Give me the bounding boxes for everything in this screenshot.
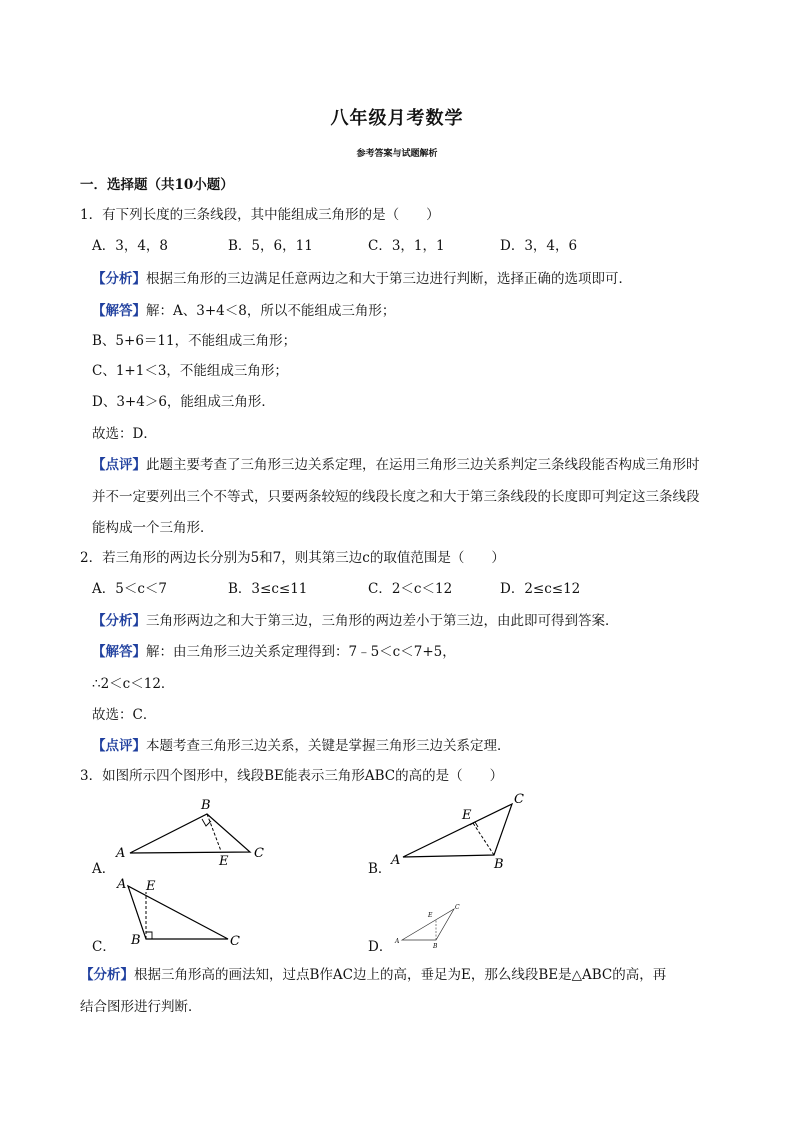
q2-comment [92, 737, 511, 755]
comment-text: 本题考查三角形三边关系，关键是掌握三角形三边关系定理． [146, 738, 511, 754]
q1-comment-line-3: 能构成一个三角形． [92, 520, 214, 536]
q2-option-d: D．2≤c≤12 [500, 581, 581, 597]
comment-tag: 【点评】 [92, 738, 146, 754]
q2-answer-line-2: ∴2＜c＜12． [92, 676, 175, 692]
q1-comment-line-1 [92, 456, 700, 474]
q2-analysis [92, 612, 619, 630]
point-e-label: E [219, 854, 229, 869]
q2-stem: 2．若三角形的两边长分别为5和7，则其第三边c的取值范围是（ ） [80, 550, 505, 566]
q2-option-a: A．5＜c＜7 [92, 581, 167, 597]
section-heading: 一．选择题（共10小题） [80, 177, 234, 193]
q2-answer-line-1 [92, 643, 456, 661]
answer-text: 解：A、3+4＜8，所以不能组成三角形； [146, 303, 396, 319]
q1-option-d: D．3，4，6 [500, 238, 578, 254]
q1-option-a: A．3，4，8 [92, 238, 169, 254]
point-b-label: B [131, 933, 141, 948]
figure-c-label: C． [92, 939, 116, 955]
answer-tag: 【解答】 [92, 303, 146, 319]
q1-comment-line-2: 并不一定要列出三个不等式，只要两条较短的线段长度之和大于第三条线段的长度即可判定这三条线段 [92, 489, 700, 505]
q3-analysis-line-1 [80, 966, 666, 984]
figure-b [388, 788, 538, 870]
q1-answer-line-1 [92, 302, 395, 320]
point-c-label: C [514, 792, 524, 807]
page-title: 八年级月考数学 [330, 108, 464, 129]
analysis-tag: 【分析】 [92, 271, 146, 287]
point-e-label: E [428, 912, 433, 919]
q3-analysis-line-2: 结合图形进行判断． [80, 999, 202, 1015]
right-angle-mark-c [146, 932, 152, 939]
analysis-text: 根据三角形高的画法知，过点B作AC边上的高，垂足为E，那么线段BE是△ABC的高，再 [134, 967, 667, 983]
analysis-tag: 【分析】 [92, 613, 146, 629]
q1-analysis [92, 270, 632, 288]
comment-tag: 【点评】 [92, 457, 146, 473]
figure-b-label: B． [368, 861, 392, 877]
figure-c [110, 874, 250, 952]
point-a-label: A [117, 877, 127, 892]
point-e-label: E [462, 808, 472, 823]
q3-stem: 3．如图所示四个图形中，线段BE能表示三角形ABC的高的是（ ） [80, 768, 504, 784]
figure-d-label: D． [368, 939, 393, 955]
answer-text: 解：由三角形三边关系定理得到：7﹣5＜c＜7+5， [146, 644, 456, 660]
analysis-text: 三角形两边之和大于第三边，三角形的两边差小于第三边，由此即可得到答案． [146, 613, 619, 629]
q1-answer-line-2: B、5+6＝11，不能组成三角形； [92, 333, 297, 349]
page-subtitle: 参考答案与试题解析 [356, 149, 438, 159]
point-c-label: C [230, 934, 240, 949]
point-b-label: B [201, 798, 211, 813]
point-a-label: A [395, 938, 400, 945]
q1-answer-line-4: D、3+4＞6，能组成三角形． [92, 394, 275, 410]
analysis-tag: 【分析】 [80, 967, 134, 983]
figure-a [110, 793, 280, 871]
point-b-label: B [494, 857, 504, 870]
q1-answer-line-5: 故选：D． [92, 426, 157, 442]
point-a-label: A [116, 846, 126, 861]
point-c-label: C [455, 904, 460, 911]
answer-tag: 【解答】 [92, 644, 146, 660]
q2-option-c: C．2＜c＜12 [368, 581, 453, 597]
point-e-label: E [146, 879, 156, 894]
segment-be-b [473, 823, 494, 855]
point-c-label: C [254, 846, 264, 861]
triangle-b [403, 804, 512, 857]
q1-option-b: B．5，6，11 [228, 238, 313, 254]
q2-option-b: B．3≤c≤11 [228, 581, 308, 597]
comment-text: 此题主要考查了三角形三边关系定理，在运用三角形三边关系判定三条线段能否构成三角形时 [146, 457, 700, 473]
figure-a-label: A． [92, 861, 116, 877]
q1-answer-line-3: C、1+1＜3，不能组成三角形； [92, 363, 288, 379]
figure-d [392, 900, 467, 950]
triangle-c [128, 886, 228, 939]
q1-option-c: C．3，1，1 [368, 238, 445, 254]
point-a-label: A [391, 853, 401, 868]
q2-answer-line-3: 故选：C． [92, 707, 157, 723]
triangle-a [130, 814, 250, 853]
point-b-label: B [433, 943, 438, 950]
q1-stem: 1．有下列长度的三条线段，其中能组成三角形的是（ ） [80, 207, 440, 223]
analysis-text: 根据三角形的三边满足任意两边之和大于第三边进行判断，选择正确的选项即可． [146, 271, 632, 287]
